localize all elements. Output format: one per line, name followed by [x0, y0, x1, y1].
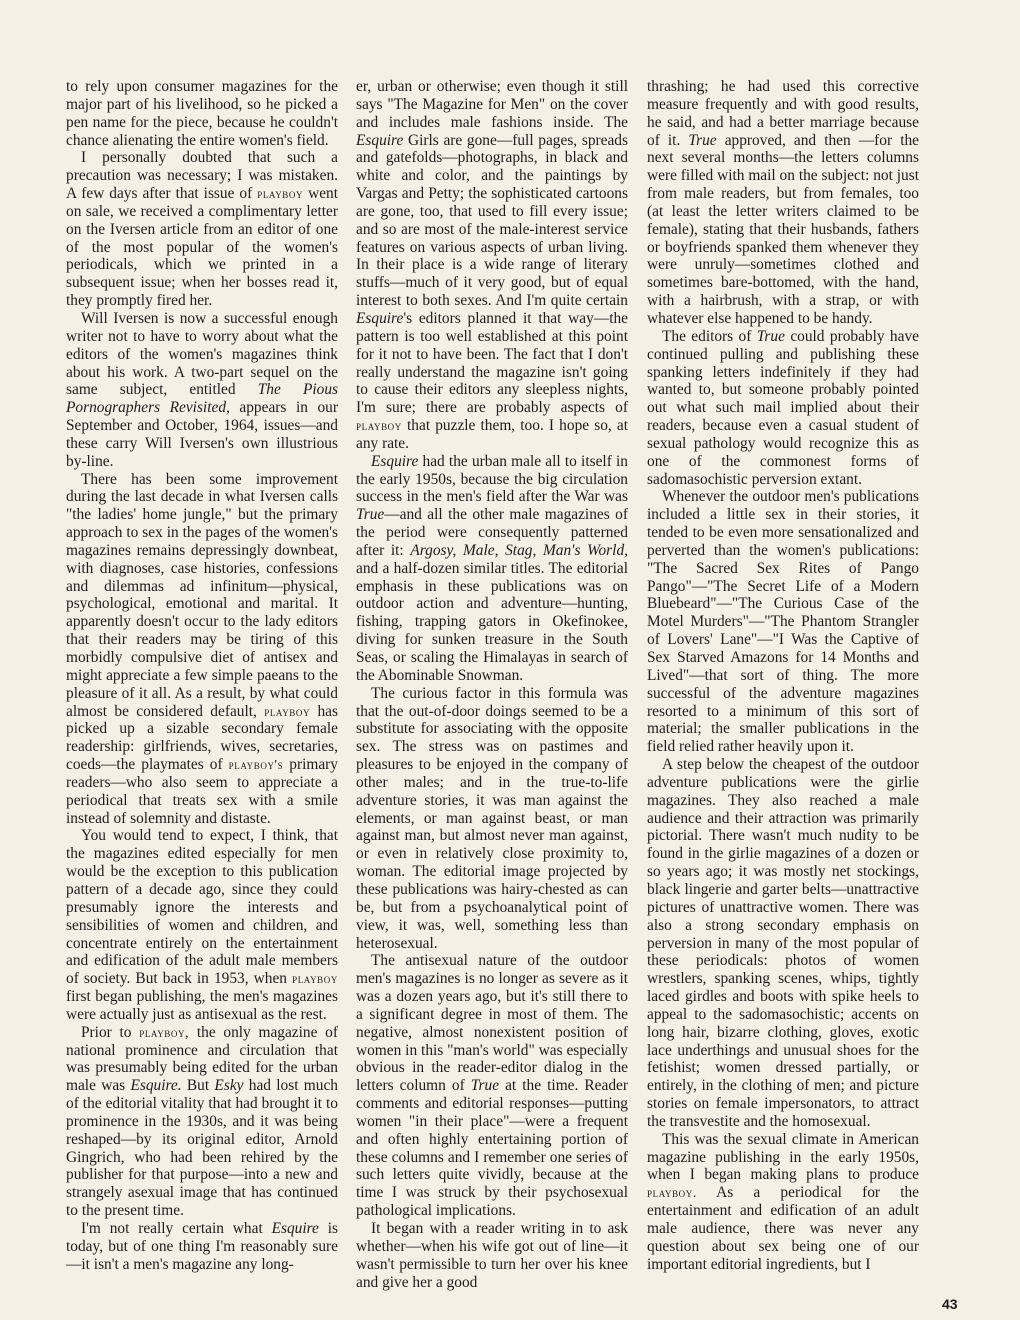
article-paragraph [66, 149, 338, 310]
italic-title: True [470, 1077, 500, 1095]
text-run: appears in our September and October, 1964, issues—and these carry Will Iversen's own illustrious by-line. [66, 399, 338, 470]
article-paragraph [356, 78, 628, 453]
text-run: I'm not really certain what [81, 1220, 272, 1237]
italic-title: Argosy, Male, Stag, Man's World, [410, 541, 628, 559]
italic-title: Esky [214, 1077, 244, 1095]
article-paragraph [356, 1220, 628, 1291]
italic-title: True [688, 131, 717, 149]
article-paragraph [66, 1220, 338, 1274]
magazine-name: playboy [257, 186, 304, 202]
italic-title: Esquire [271, 1220, 319, 1237]
text-run: There has been some improvement during the last decade in what Iversen calls "the ladies' home jungle," but the primary approach to sex in the pages of the women's magazines remains depressingly downbeat, with diagnoses, case histories, confessions and dilemmas ad infinitum—physical, psychological, emotional and marital. It apparently doesn't occur to the lady editors that their readers may be tiring of this morbidly compulsive diet of antisex and might appreciate a few simple paeans to the pleasure of it all. As a result, by what could almost be considered default, [66, 470, 338, 720]
text-run: As a periodical for the entertainment and edification of an adult male audience, there was never any question about sex being one of our important editorial ingredients, but I [647, 1184, 919, 1273]
article-paragraph [356, 952, 628, 1220]
article-paragraph [647, 328, 919, 489]
text-run: first began publishing, the men's magazines were actually just as antisexual as the rest. [66, 988, 338, 1023]
italic-title: True [756, 327, 785, 345]
text-run: Whenever the outdoor men's publications included a little sex in their stories, it tended to be even more sensationalized and perverted than the women's publications: "The Sacred Sex Rites of Pango Pango"—"The Secret Life of a Modern Bluebeard"—"The Curious Case of the Motel Murders"—"The Phantom Strangler of Lovers' Lane"—"I Was the Captive of Sex Starved Amazons for 14 Months and Lived"—that sort of thing. The more successful of the adventure magazines resorted to a minimum of this sort of material; the smaller publications in the field relied rather heavily upon it. [647, 488, 919, 756]
text-run: has picked up a sizable secondary female readership: girlfriends, wives, secretaries, coeds—the playmates of [66, 702, 338, 774]
magazine-name: playboy [264, 703, 311, 719]
magazine-name: playboy. [647, 1185, 697, 1201]
text-run: But [181, 1077, 215, 1095]
text-run: had lost much of the editorial vitality that had brought it to prominence in the 1930s, and it was being reshaped—by its original editor, Arnold Gingrich, who had been rehired by the publisher for that purpose—into a new and strangely asexual image that has continued to the present time. [66, 1077, 339, 1220]
article-paragraph [647, 78, 919, 328]
text-run: A step below the cheapest of the outdoor adventure publications were the girlie magazines. They also reached a male audience and their attraction was primarily pictorial. There wasn't much nudity to be found in the girlie magazines of a dozen or so years ago; it was mostly net stockings, black lingerie and garter belts—unattractive pictures of unattractive women. There was also a strong secondary emphasis on perversion in many of the most popular of these periodicals: photos of women wrestlers, spanking scenes, whips, tightly laced girdles and boots with spike heels to appeal to the sadomasochistic; accents on long hair, bizarre clothing, gloves, exotic lace underthings and unusual shoes for the fetishist; women dressed partially, or entirely, in the clothing of men; and picture stories on female impersonators, to attract the transvestite and the homosexual. [647, 756, 919, 1130]
text-run: You would tend to expect, I think, that the magazines edited especially for men would be the exception to this publication pattern of a decade ago, since they could presumably ignore the interests and sensibilities of women and children, and concentrate entirely on the entertainment and edification of the adult male members of society. But back in 1953, when [66, 827, 338, 988]
text-run: is today, but of one thing I'm reasonably sure—it isn't a men's magazine any long- [66, 1220, 338, 1273]
article-paragraph [356, 453, 628, 685]
text-run: thrashing; he had used this corrective measure frequently and with good results, he said, and had a better marriage because of it. [647, 78, 919, 149]
text-column-middle [356, 78, 628, 1291]
magazine-name: playboy, [139, 1024, 190, 1040]
page-number: 43 [942, 1296, 958, 1312]
article-paragraph [647, 756, 919, 1131]
text-run: primary readers—who also seem to appreciate a periodical that treats sex with a smile instead of solemnity and distaste. [66, 756, 338, 827]
italic-title: Esquire [356, 131, 404, 149]
text-run: and a half-dozen similar titles. The editorial emphasis in these publications was on outdoor action and adventure—hunting, fishing, trapping gators in Okefinokee, diving for sunken treasure in the South Seas, or scaling the Himalayas in search of the Abominable Snowman. [356, 559, 628, 684]
text-run: Girls are gone—full pages, spreads and gatefolds—photographs, in black and white and color, and the paintings by Vargas and Petty; the sophisticated cartoons are gone, too, that used to fill every issue; and so are most of the male-interest service features on various aspects of urban living. In their place is a wide range of literary stuffs—much of it very good, but of equal interest to both sexes. And I'm quite certain [356, 131, 628, 310]
text-run: 's editors planned it that way—the pattern is too well established at this point for it not to have been. The fact that I don't really understand the magazine isn't going to cause their editors any sleepless nights, I'm sure; there are probably aspects of [356, 309, 628, 417]
article-paragraph [66, 471, 338, 828]
italic-title: The Pious Pornographers Revisited, [66, 381, 339, 417]
article-paragraph [66, 827, 338, 1023]
text-run: The curious factor in this formula was that the out-of-door doings seemed to be a substitute for associating with the opposite sex. The stress was on pastimes and pleasures to be enjoyed in the company of other males; and in the true-to-life adventure stories, it was man against the elements, or man against beast, or man against man, but almost never man against, or even in relatively close proximity to, woman. The editorial image projected by these publications was hairy-chested as can be, but from a psychoanalytical point of view, it was, well, something less than heterosexual. [356, 684, 628, 952]
text-run: Prior to [81, 1023, 140, 1041]
article-paragraph [356, 685, 628, 953]
text-run: to rely upon consumer magazines for the major part of his livelihood, so he picked a pen name for the piece, because he couldn't chance alienating the entire women's field. [66, 78, 338, 149]
magazine-name: playboy [292, 971, 338, 987]
text-run: approved, and then —for the next several months—the letters columns were filled with mail on the subject: not just from male readers, but from females, too (at least the letter writers claimed to be female), stating that their husbands, fathers or boyfriends spanked them whenever they were unruly—sometimes clothed and sometimes bare-bottomed, with the hand, with a hairbrush, with a strap, or with whatever else happened to be handy. [647, 131, 919, 327]
article-paragraph [66, 1024, 338, 1220]
text-run: I personally doubted that such a precaution was necessary; I was mistaken. A few days after that issue of [66, 149, 338, 203]
text-run: The editors of [662, 327, 757, 345]
article-paragraph [66, 310, 338, 471]
text-run: could probably have continued pulling and publishing these spanking letters indefinitely if they had wanted to, but someone probably pointed out what such mail implied about their readers, because even a casual student of sexual pathology would recognize this as one of the commonest forms of sadomasochistic perversion extant. [647, 327, 919, 488]
magazine-name: playboy [356, 418, 402, 434]
italic-title: True [356, 506, 385, 524]
article-paragraph [66, 78, 338, 149]
italic-title: Esquire. [130, 1077, 182, 1095]
text-run: —and all the other male magazines of the period were consequently patterned after it: [356, 506, 628, 559]
text-run: It began with a reader writing in to ask whether—when his wife got out of line—it wasn't permissible to turn her over his knee and give her a good [356, 1220, 628, 1291]
magazine-name: playboy's [228, 757, 284, 773]
article-paragraph [647, 488, 919, 756]
text-run: had the urban male all to itself in the early 1950s, because the big circulation success in the men's field after the War was [356, 452, 628, 506]
text-run: went on sale, we received a complimentary letter on the Iversen article from an editor of one of the most popular of the women's periodicals, which we printed in a subsequent issue; when her bosses read it, they promptly fired her. [66, 185, 338, 310]
article-paragraph [647, 1131, 919, 1274]
text-column-left [66, 78, 338, 1274]
text-column-right [647, 78, 919, 1274]
text-run: The antisexual nature of the outdoor men's magazines is no longer as severe as it was a dozen years ago, but it's still there to a significant degree in most of them. The negative, almost nonexistent position of women in this "man's world" was especially obvious in the reader-editor dialog in the letters column of [356, 952, 628, 1095]
text-run: Will Iversen is now a successful enough writer not to have to worry about what the editors of the women's magazines think about his work. A two-part sequel on the same subject, entitled [66, 309, 338, 399]
text-run: the only magazine of national prominence and circulation that was presumably being edited for the urban male was [66, 1023, 338, 1095]
text-run: that puzzle them, too. I hope so, at any rate. [356, 417, 628, 452]
italic-title: Esquire [356, 309, 404, 327]
text-run: This was the sexual climate in American magazine publishing in the early 1950s, when I began making plans to produce [647, 1130, 919, 1184]
text-run: at the time. Reader comments and editorial responses—putting women "in their place"—were a frequent and often highly entertaining portion of these columns and I remember one series of such letters quite vividly, because at the time I was struck by their psychosexual pathological implications. [356, 1077, 628, 1220]
text-run: er, urban or otherwise; even though it still says "The Magazine for Men" on the cover and includes male fashions inside. The [356, 78, 628, 131]
italic-title: Esquire [371, 452, 419, 470]
